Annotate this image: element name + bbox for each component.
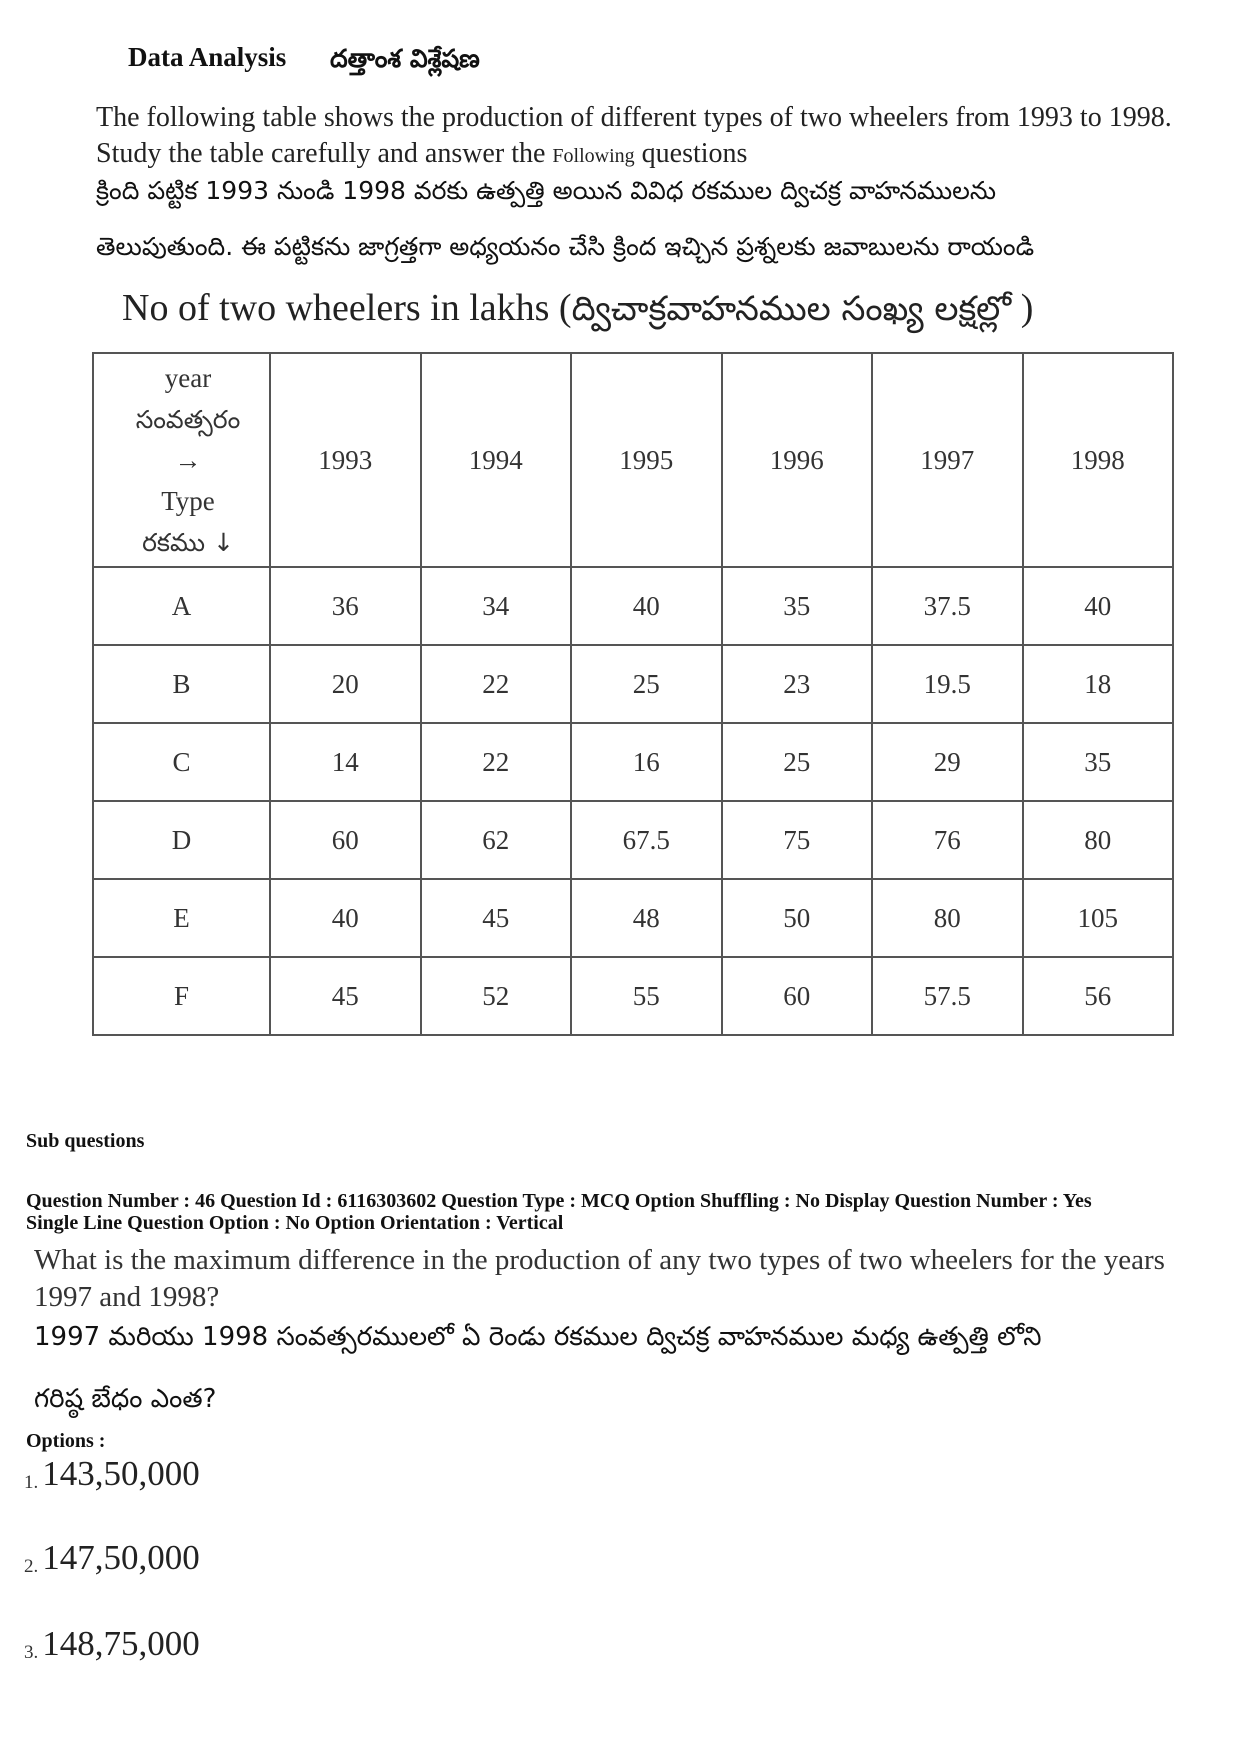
year-header: 1993: [270, 353, 421, 567]
option-1[interactable]: [24, 1454, 200, 1494]
value-cell: 22: [421, 645, 572, 723]
value-cell: 35: [1023, 723, 1174, 801]
option-number: 2.: [24, 1556, 39, 1577]
table-title-close: ): [1011, 287, 1034, 329]
intro-small-word: Following: [552, 145, 635, 167]
year-header: 1998: [1023, 353, 1174, 567]
value-cell: 37.5: [872, 567, 1023, 645]
corner-type-te: రకము ↓: [142, 527, 234, 557]
table-row: [93, 879, 1173, 957]
value-cell: 75: [722, 801, 873, 879]
value-cell: 18: [1023, 645, 1174, 723]
value-cell: 50: [722, 879, 873, 957]
table-title-te: ద్విచాక్రవాహనముల సంఖ్య లక్షల్లో: [571, 289, 1012, 329]
corner-year-te: సంవత్సరం: [135, 404, 241, 434]
value-cell: 80: [1023, 801, 1174, 879]
table-row: [93, 957, 1173, 1035]
option-number: 1.: [24, 1472, 39, 1493]
value-cell: 60: [722, 957, 873, 1035]
value-cell: 36: [270, 567, 421, 645]
type-cell: B: [93, 645, 270, 723]
value-cell: 40: [1023, 567, 1174, 645]
value-cell: 48: [571, 879, 722, 957]
year-header: 1997: [872, 353, 1023, 567]
option-value: 147,50,000: [42, 1538, 200, 1577]
table-title-en: No of two wheelers in lakhs (: [122, 287, 572, 329]
corner-type-en: Type: [161, 485, 215, 516]
value-cell: 29: [872, 723, 1023, 801]
table-row: [93, 645, 1173, 723]
value-cell: 19.5: [872, 645, 1023, 723]
year-header: 1996: [722, 353, 873, 567]
intro-text-te-line1: క్రింది పట్టిక 1993 నుండి 1998 వరకు ఉత్పత్తి అయిన వివిధ రకముల ద్విచక్ర వాహనములను: [96, 176, 997, 205]
option-number: 3.: [24, 1642, 39, 1663]
value-cell: 25: [571, 645, 722, 723]
option-value: 143,50,000: [42, 1454, 200, 1493]
type-cell: D: [93, 801, 270, 879]
value-cell: 22: [421, 723, 572, 801]
value-cell: 80: [872, 879, 1023, 957]
question-meta: [26, 1190, 1226, 1234]
value-cell: 76: [872, 801, 1023, 879]
type-cell: F: [93, 957, 270, 1035]
year-header: 1994: [421, 353, 572, 567]
value-cell: 16: [571, 723, 722, 801]
section-title-te: దత్తాంశ విశ్లేషణ: [330, 44, 480, 73]
value-cell: 35: [722, 567, 873, 645]
value-cell: 25: [722, 723, 873, 801]
section-title-en: Data Analysis: [128, 42, 287, 72]
value-cell: 20: [270, 645, 421, 723]
arrow-right-icon: →: [174, 444, 202, 475]
option-2[interactable]: [24, 1538, 200, 1578]
intro-part1: The following table shows the production of different types of two wheelers from 1993 to 1998. Study the table carefully and answer the: [96, 102, 1172, 169]
question-text-en: What is the maximum difference in the production of any two types of two wheelers for the years 1997 and 1998?: [34, 1244, 1165, 1313]
corner-year-en: year: [164, 362, 212, 393]
table-row: [93, 801, 1173, 879]
production-table: [92, 352, 1174, 1036]
table-title: [122, 286, 1033, 337]
intro-part2: questions: [641, 138, 748, 169]
value-cell: 40: [571, 567, 722, 645]
intro-text-te-line2: తెలుపుతుంది. ఈ పట్టికను జాగ్రత్తగా అధ్యయనం చేసి క్రింద ఇచ్చిన ప్రశ్నలకు జవాబులను రాయండి: [96, 232, 1035, 261]
type-cell: C: [93, 723, 270, 801]
value-cell: 45: [270, 957, 421, 1035]
options-label: Options :: [26, 1430, 106, 1452]
value-cell: 45: [421, 879, 572, 957]
value-cell: 14: [270, 723, 421, 801]
intro-text-en: [96, 100, 1176, 174]
value-cell: 57.5: [872, 957, 1023, 1035]
option-value: 148,75,000: [42, 1624, 200, 1663]
value-cell: 105: [1023, 879, 1174, 957]
value-cell: 56: [1023, 957, 1174, 1035]
corner-header-cell: [93, 353, 270, 567]
question-meta-line1: Question Number : 46 Question Id : 6116303602 Question Type : MCQ Option Shuffling : No Display Question Number : Yes: [26, 1190, 1092, 1212]
value-cell: 34: [421, 567, 572, 645]
question-text-te-line2: గరిష్ఠ బేధం ఎంత?: [34, 1384, 217, 1414]
table-header-row: [93, 353, 1173, 567]
value-cell: 67.5: [571, 801, 722, 879]
value-cell: 52: [421, 957, 572, 1035]
type-cell: A: [93, 567, 270, 645]
table-row: [93, 567, 1173, 645]
value-cell: 55: [571, 957, 722, 1035]
value-cell: 62: [421, 801, 572, 879]
value-cell: 40: [270, 879, 421, 957]
value-cell: 23: [722, 645, 873, 723]
year-header: 1995: [571, 353, 722, 567]
sub-questions-label: Sub questions: [26, 1130, 145, 1152]
type-cell: E: [93, 879, 270, 957]
table-row: [93, 723, 1173, 801]
value-cell: 60: [270, 801, 421, 879]
question-text-te-line1: 1997 మరియు 1998 సంవత్సరములలో ఏ రెండు రకముల ద్విచక్ర వాహనముల మధ్య ఉత్పత్తి లోని: [34, 1322, 1042, 1352]
question-meta-line2: Single Line Question Option : No Option Orientation : Vertical: [26, 1212, 564, 1234]
option-3[interactable]: [24, 1624, 200, 1664]
